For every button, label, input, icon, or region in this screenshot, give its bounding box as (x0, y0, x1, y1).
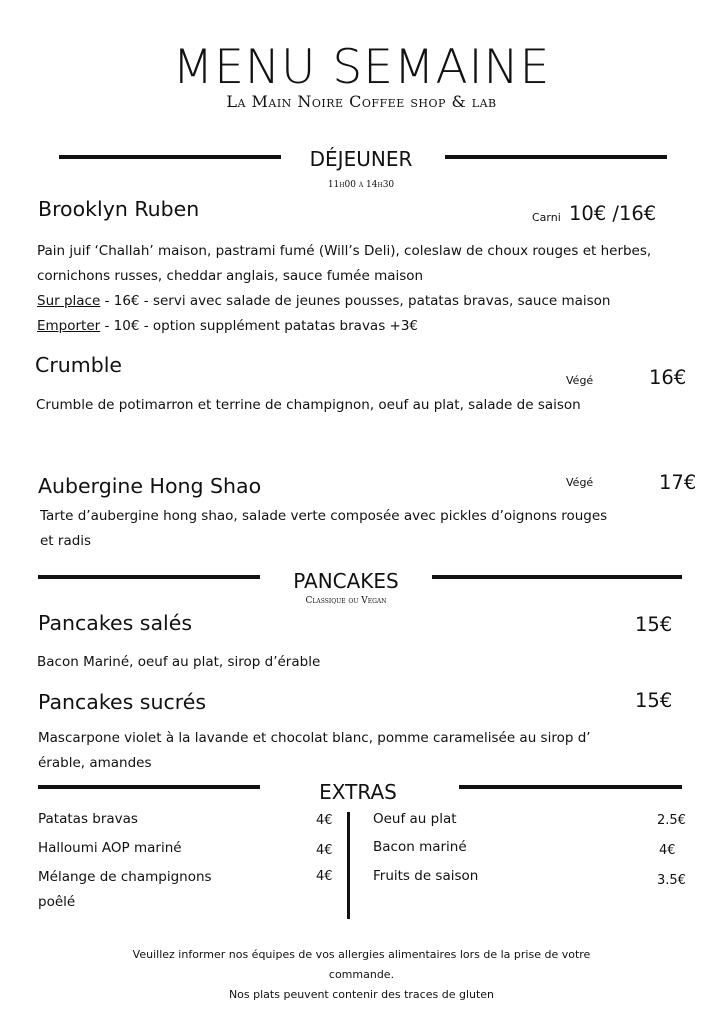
allergy-notice (0, 945, 723, 1005)
extra-name: Fruits de saison (373, 868, 479, 884)
extra-price: 4€ (316, 869, 333, 884)
extras-divider (347, 812, 350, 919)
dish-name: Pancakes salés (38, 611, 193, 635)
dish-description-line: Pain juif ‘Challah’ maison, pastrami fumé (Will’s Deli), coleslaw de choux rouges et herbes, (37, 243, 652, 259)
section-hours: 11h00 à 14h30 (327, 180, 395, 190)
dish-tag: Végé (566, 374, 594, 387)
section-heading-extras: EXTRAS (319, 780, 397, 804)
extra-name-line: poêlé (38, 894, 76, 910)
dish-option (37, 289, 697, 314)
footer-line: Veuillez informer nos équipes de vos allergies alimentaires lors de la prise de votre (132, 948, 591, 961)
dish-description-line: Crumble de potimarron et terrine de champignon, oeuf au plat, salade de saison (36, 397, 581, 413)
section-note: Classique ou Vegan (305, 596, 387, 606)
extra-price: 4€ (659, 843, 676, 858)
dish-option (37, 314, 697, 339)
dish-price: 15€ (635, 613, 673, 636)
section-rule-left (38, 575, 260, 579)
extra-name: Oeuf au plat (373, 811, 457, 827)
section-rule-left (59, 155, 281, 159)
section-heading-pancakes: PANCAKES (293, 569, 399, 593)
dish-description (37, 239, 697, 339)
extra-price: 2.5€ (657, 813, 686, 828)
dish-description (38, 726, 678, 776)
extra-name-line: Mélange de champignons (38, 869, 212, 885)
extra-price: 4€ (316, 813, 333, 828)
option-label: Sur place (37, 293, 101, 309)
dish-description-line: cornichons russes, cheddar anglais, sauce fumée maison (37, 268, 424, 284)
extra-price: 3.5€ (657, 873, 686, 888)
option-label: Emporter (37, 318, 101, 334)
extra-name (38, 865, 212, 915)
dish-description (37, 650, 677, 675)
dish-name: Pancakes sucrés (38, 690, 206, 714)
dish-name: Brooklyn Ruben (38, 197, 200, 221)
option-text: - 10€ - option supplément patatas bravas +3€ (100, 318, 419, 334)
section-heading-dejeuner: DÉJEUNER (309, 147, 413, 171)
dish-description (40, 504, 680, 554)
section-rule-left (38, 785, 260, 789)
dish-tag: Carni (532, 211, 561, 224)
footer-line: Nos plats peuvent contenir des traces de gluten (228, 988, 495, 1001)
dish-description-line: Mascarpone violet à la lavande et chocolat blanc, pomme caramelisée au sirop d’ (38, 730, 591, 746)
dish-name: Crumble (35, 353, 123, 377)
dish-price: 17€ (659, 471, 697, 494)
dish-description (36, 393, 696, 418)
menu-subtitle: La Main Noire Coffee shop & lab (226, 92, 497, 111)
dish-price: 16€ (649, 366, 687, 389)
extra-name: Bacon mariné (373, 839, 467, 855)
extra-name: Patatas bravas (38, 811, 138, 827)
option-text: - 16€ - servi avec salade de jeunes pousses, patatas bravas, sauce maison (100, 293, 611, 309)
dish-description-line: Bacon Mariné, oeuf au plat, sirop d’érable (37, 654, 321, 670)
footer-line: commande. (328, 968, 395, 981)
menu-title: MENU SEMAINE (172, 40, 551, 95)
dish-description-line: et radis (40, 533, 92, 549)
dish-name: Aubergine Hong Shao (38, 474, 262, 498)
dish-tag: Végé (566, 476, 594, 489)
dish-description-line: Tarte d’aubergine hong shao, salade verte composée avec pickles d’oignons rouges (40, 508, 608, 524)
section-rule-right (445, 155, 667, 159)
extra-name: Halloumi AOP mariné (38, 840, 182, 856)
dish-description-line: érable, amandes (38, 755, 152, 771)
dish-price: 10€ /16€ (569, 202, 657, 225)
dish-price: 15€ (635, 689, 673, 712)
extra-price: 4€ (316, 843, 333, 858)
section-rule-right (432, 575, 682, 579)
section-rule-right (459, 785, 682, 789)
